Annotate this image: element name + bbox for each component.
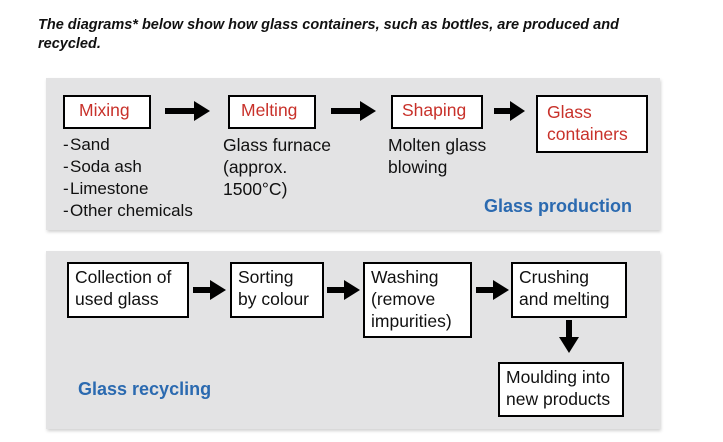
arrow-right-icon [494,100,526,122]
intro-text: The diagrams* below show how glass containers, such as bottles, are produced and recycled. [38,17,619,52]
step-collection: Collection of used glass [67,262,189,318]
step-mixing: Mixing [63,95,151,129]
step-moulding: Moulding into new products [498,362,624,417]
glass-recycling-heading: Glass recycling [78,379,212,399]
step-glass-containers: Glass containers [536,95,648,153]
ingredient-item: - Other chemicals [63,200,193,222]
ingredient-item: - Limestone [63,178,193,200]
ingredient-list [63,134,193,222]
arrow-right-icon [165,100,211,122]
step-crushing: Crushing and melting [511,262,627,318]
arrow-right-icon [331,100,377,122]
melting-description: Glass furnace (approx. 1500°C) [223,135,331,199]
arrow-right-icon [193,279,227,301]
ingredient-item: - Soda ash [63,156,193,178]
arrow-right-icon [476,279,510,301]
step-sorting: Sorting by colour [230,262,324,318]
arrow-right-icon [327,279,361,301]
arrow-down-icon [558,320,580,354]
step-melting: Melting [228,95,316,129]
glass-production-heading: Glass production [484,196,633,216]
step-shaping: Shaping [391,95,483,129]
step-washing: Washing (remove impurities) [363,262,472,338]
ingredient-item: - Sand [63,134,193,156]
shaping-description: Molten glass blowing [388,135,487,177]
